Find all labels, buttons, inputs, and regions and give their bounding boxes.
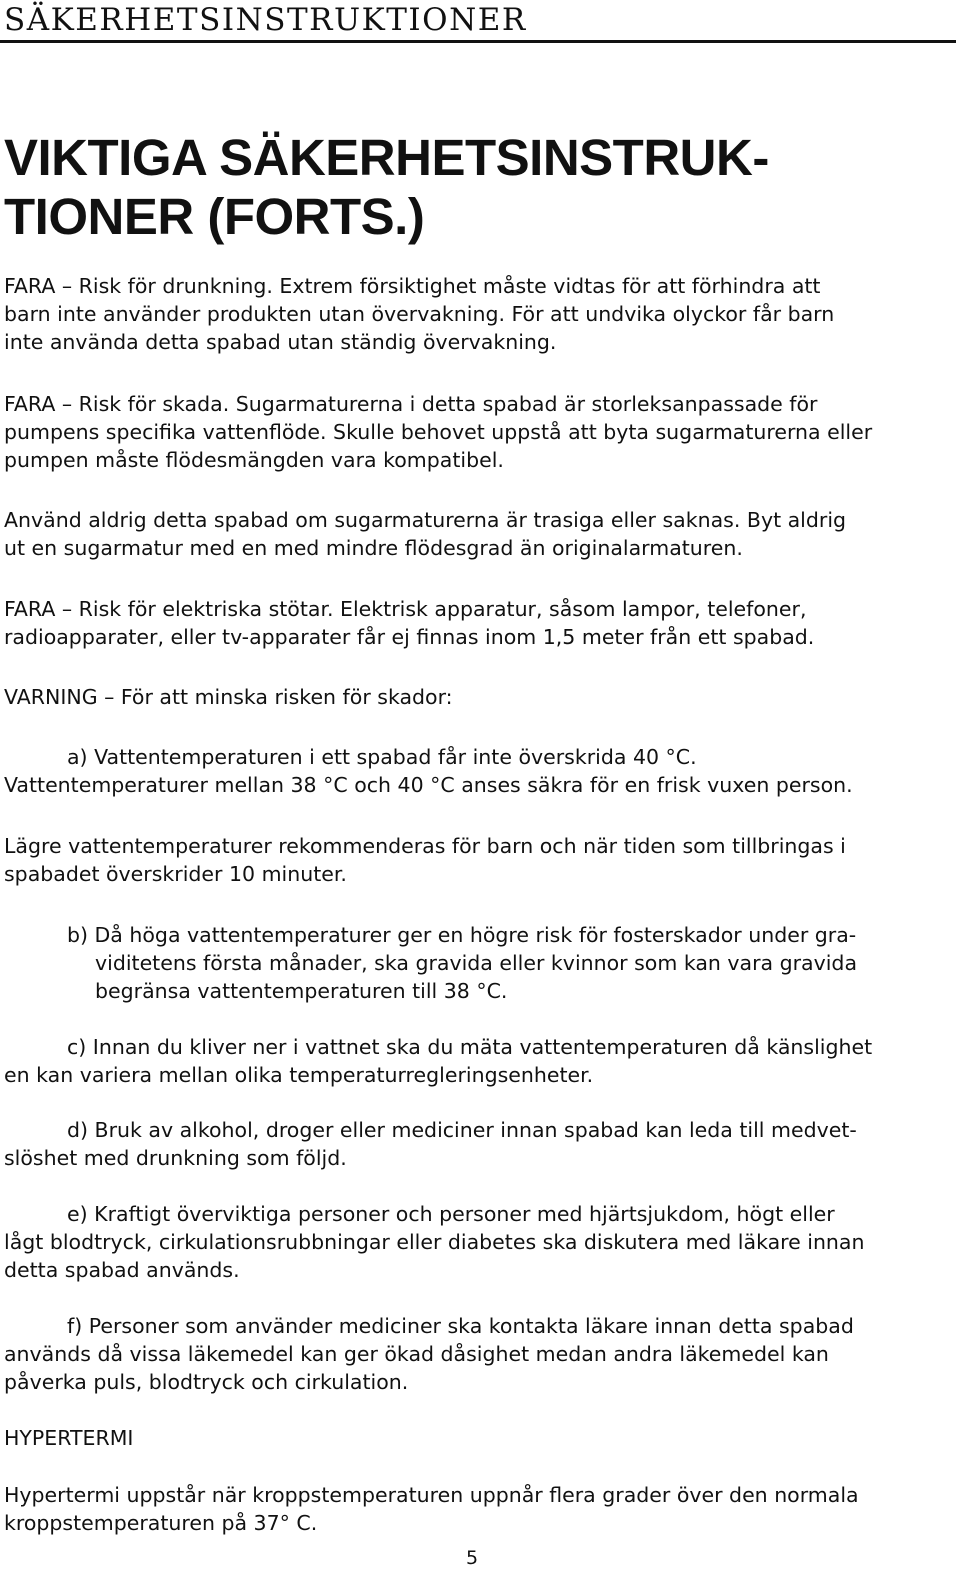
text-line: barn inte använder produkten utan övervakning. För att undvika olyckor får barn [4,302,835,326]
text-line: a) Vattentemperaturen i ett spabad får inte överskrida 40 °C. [67,745,697,769]
page-title-line: VIKTIGA SÄKERHETSINSTRUK- [4,129,769,186]
text-line: slöshet med drunkning som följd. [4,1146,347,1170]
text-line: kroppstemperaturen på 37° C. [4,1511,318,1535]
text-line: VARNING – För att minska risken för skador: [4,685,453,709]
text-line: FARA – Risk för drunkning. Extrem försiktighet måste vidtas för att förhindra att [4,274,821,298]
text-line: spabadet överskrider 10 minuter. [4,862,347,886]
paragraph-hypertermi [4,1481,956,1537]
section-header: SÄKERHETSINSTRUKTIONER [4,2,527,38]
header-rule [0,40,956,43]
text-line: detta spabad används. [4,1258,240,1282]
text-line: Vattentemperaturer mellan 38 °C och 40 °C anses säkra för en frisk vuxen person. [4,773,853,797]
text-line: används då vissa läkemedel kan ger ökad dåsighet medan andra läkemedel kan [4,1342,829,1366]
page-title-line: TIONER (FORTS.) [4,188,425,245]
text-line: Lägre vattentemperaturer rekommenderas för barn och när tiden som tillbringas i [4,834,846,858]
text-line: FARA – Risk för elektriska stötar. Elektrisk apparatur, såsom lampor, telefoner, [4,597,807,621]
text-line: lågt blodtryck, cirkulationsrubbningar eller diabetes ska diskutera med läkare innan [4,1230,865,1254]
text-line: inte använda detta spabad utan ständig övervakning. [4,330,557,354]
page-title [4,128,769,246]
text-line: påverka puls, blodtryck och cirkulation. [4,1370,409,1394]
page-number: 5 [466,1547,479,1569]
text-line: e) Kraftigt överviktiga personer och personer med hjärtsjukdom, högt eller [67,1202,835,1226]
text-line: FARA – Risk för skada. Sugarmaturerna i detta spabad är storleksanpassade för [4,392,818,416]
paragraph-children [4,832,956,888]
text-line: viditetens första månader, ska gravida eller kvinnor som kan vara gravida [95,951,858,975]
text-line: ut en sugarmatur med en med mindre flödesgrad än originalarmaturen. [4,536,743,560]
paragraph-danger-drowning [4,272,956,356]
text-line: pumpens specifika vattenflöde. Skulle behovet uppstå att byta sugarmaturerna eller [4,420,873,444]
text-line: b) Då höga vattentemperaturer ger en högre risk för fosterskador under gra- [67,923,857,947]
list-item-c [4,1033,956,1089]
list-item-e [4,1200,956,1284]
text-line: Hypertermi uppstår när kroppstemperaturen uppnår flera grader över den normala [4,1483,859,1507]
list-item-a [4,743,956,799]
text-line: Använd aldrig detta spabad om sugarmaturerna är trasiga eller saknas. Byt aldrig [4,508,847,532]
text-line: f) Personer som använder mediciner ska kontakta läkare innan detta spabad [67,1314,854,1338]
paragraph-suction-fittings [4,506,956,562]
text-line: en kan variera mellan olika temperaturregleringsenheter. [4,1063,594,1087]
text-line: d) Bruk av alkohol, droger eller mediciner innan spabad kan leda till medvet- [67,1118,857,1142]
paragraph-danger-electric [4,595,956,651]
section-heading-hypertermi [4,1424,956,1452]
text-line: pumpen måste flödesmängden vara kompatibel. [4,448,504,472]
text-line: c) Innan du kliver ner i vattnet ska du mäta vattentemperaturen då känslighet [67,1035,873,1059]
text-line: HYPERTERMI [4,1426,134,1450]
text-line: radioapparater, eller tv-apparater får ej finnas inom 1,5 meter från ett spabad. [4,625,815,649]
list-item-f [4,1312,956,1396]
text-line: begränsa vattentemperaturen till 38 °C. [95,979,508,1003]
warning-heading [4,683,956,711]
list-item-d [4,1116,956,1172]
paragraph-danger-injury [4,390,956,474]
list-item-b [4,921,956,1005]
